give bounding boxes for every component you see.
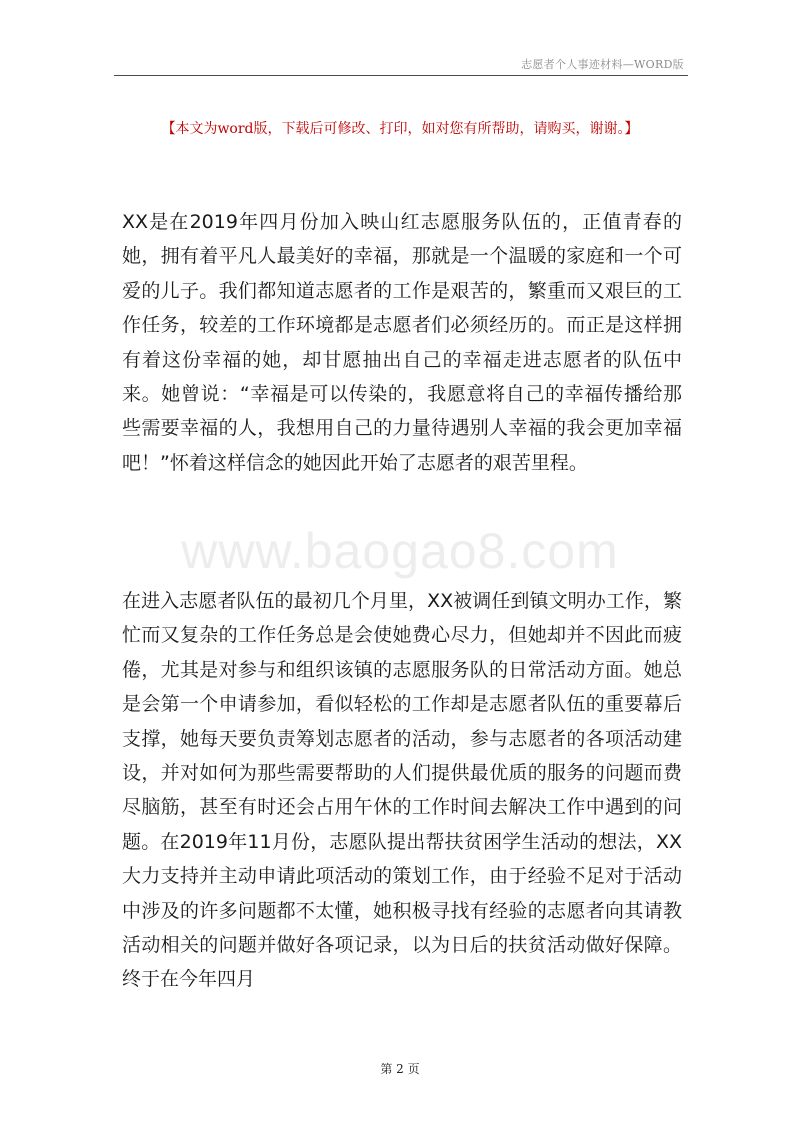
body-paragraph-2: 在进入志愿者队伍的最初几个月里，XX被调任到镇文明办工作，繁忙而又复杂的工作任务总是会使她费心尽力，但她却并不因此而疲倦，尤其是对参与和组织该镇的志愿服务队的日常活动方面。她总是会第一个申请参加，看似轻松的工作却是志愿者队伍的重要幕后支撑，她每天要负责筹划志愿者的活动，参与志愿者的各项活动建设，并对如何为那些需要帮助的人们提供最优质的服务的问题而费尽脑筋，甚至有时还会占用午休的工作时间去解决工作中遇到的问题。在2019年11月份，志愿队提出帮扶贫困学生活动的想法，XX大力支持并主动申请此项活动的策划工作，由于经验不足对于活动中涉及的许多问题都不太懂，她积极寻找有经验的志愿者向其请教活动相关的问题并做好各项记录，以为日后的扶贫活动做好保障。终于在今年四月: [122, 590, 682, 991]
running-header: 志愿者个人事迹材料—WORD版: [521, 58, 684, 71]
header-divider: [114, 75, 688, 76]
download-notice: 【本文为word版，下载后可修改、打印，如对您有所帮助，请购买，谢谢。】: [161, 121, 639, 137]
body-paragraph-1: XX是在2019年四月份加入映山红志愿服务队伍的，正值青春的她，拥有着平凡人最美好的幸福，那就是一个温暖的家庭和一个可爱的儿子。我们都知道志愿者的工作是艰苦的，繁重而又艰巨的工作任务，较差的工作环境都是志愿者们必须经历的。而正是这样拥有着这份幸福的她，却甘愿抽出自己的幸福走进志愿者的队伍中来。她曾说：“幸福是可以传染的，我愿意将自己的幸福传播给那些需要幸福的人，我想用自己的力量待遇别人幸福的我会更加幸福吧！”怀着这样信念的她因此开始了志愿者的艰苦里程。: [122, 211, 682, 474]
page-number: 第 2 页: [380, 1062, 420, 1076]
watermark: www.baogao8.com: [181, 523, 619, 579]
